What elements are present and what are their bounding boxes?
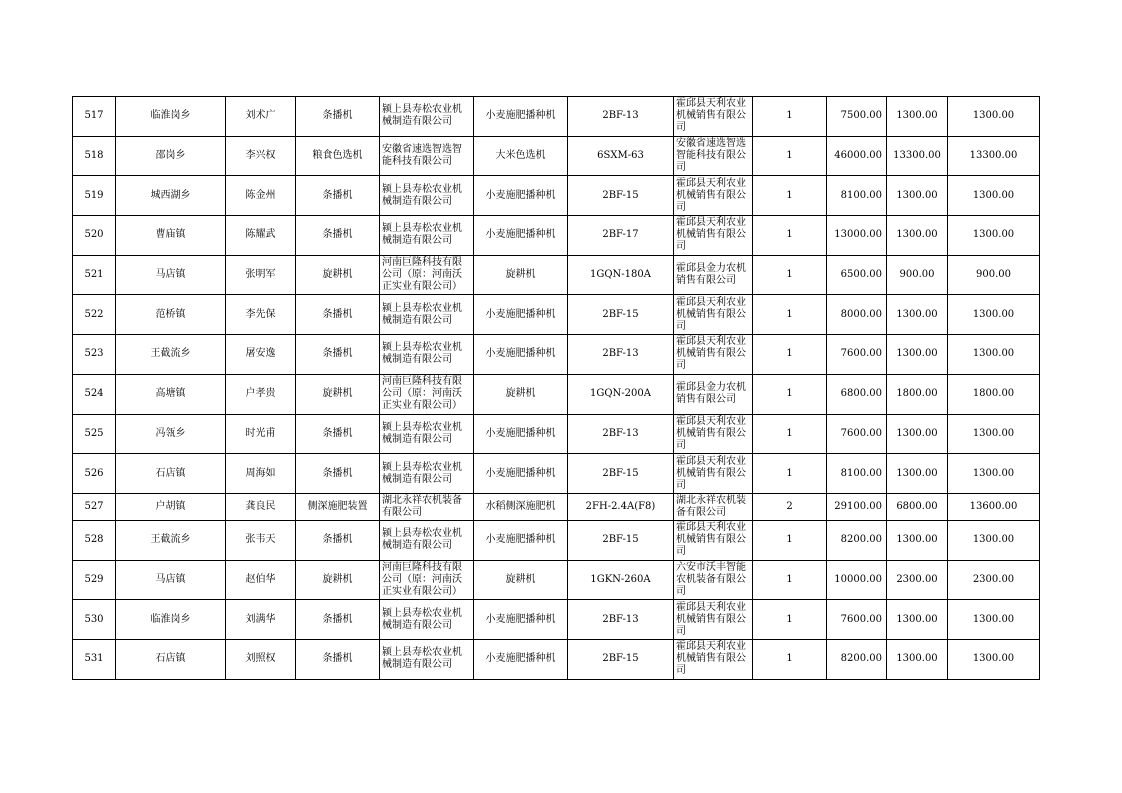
cell-manufacturer: 颍上县寿松农业机械制造有限公司 <box>380 216 474 256</box>
cell-model: 2FH-2.4A(F8) <box>568 493 674 520</box>
table-row <box>73 560 1040 600</box>
cell-unit-subsidy: 6800.00 <box>887 493 948 520</box>
cell-quantity: 1 <box>753 560 827 600</box>
table-row <box>73 176 1040 216</box>
cell-dealer: 霍邱县天利农业机械销售有限公司 <box>674 216 753 256</box>
cell-number: 526 <box>73 454 116 494</box>
cell-township: 王截流乡 <box>116 335 226 375</box>
subsidy-table <box>72 96 1040 680</box>
cell-total-subsidy: 1300.00 <box>948 520 1040 560</box>
cell-total-subsidy: 1300.00 <box>948 414 1040 454</box>
table-row <box>73 97 1040 137</box>
cell-buyer-name: 时光甫 <box>226 414 296 454</box>
cell-total-subsidy: 1300.00 <box>948 176 1040 216</box>
cell-model: 2BF-13 <box>568 97 674 137</box>
cell-category: 旋耕机 <box>296 255 380 295</box>
cell-number: 521 <box>73 255 116 295</box>
cell-category: 旋耕机 <box>296 560 380 600</box>
table-row <box>73 414 1040 454</box>
cell-unit-subsidy: 1300.00 <box>887 414 948 454</box>
cell-total-subsidy: 1300.00 <box>948 454 1040 494</box>
cell-product-name: 小麦施肥播种机 <box>474 176 568 216</box>
cell-quantity: 1 <box>753 295 827 335</box>
cell-manufacturer: 颍上县寿松农业机械制造有限公司 <box>380 520 474 560</box>
cell-township: 马店镇 <box>116 255 226 295</box>
table-row <box>73 374 1040 414</box>
cell-product-name: 小麦施肥播种机 <box>474 97 568 137</box>
table-row <box>73 335 1040 375</box>
cell-category: 条播机 <box>296 520 380 560</box>
cell-price: 7600.00 <box>827 600 887 640</box>
cell-unit-subsidy: 1300.00 <box>887 97 948 137</box>
cell-price: 46000.00 <box>827 136 887 176</box>
cell-manufacturer: 河南巨隆科技有限公司（原：河南沃正实业有限公司） <box>380 560 474 600</box>
cell-model: 2BF-13 <box>568 414 674 454</box>
cell-product-name: 小麦施肥播种机 <box>474 520 568 560</box>
cell-buyer-name: 周海如 <box>226 454 296 494</box>
cell-product-name: 小麦施肥播种机 <box>474 414 568 454</box>
cell-quantity: 2 <box>753 493 827 520</box>
cell-total-subsidy: 13300.00 <box>948 136 1040 176</box>
cell-unit-subsidy: 1300.00 <box>887 600 948 640</box>
cell-buyer-name: 陈耀武 <box>226 216 296 256</box>
cell-category: 粮食色选机 <box>296 136 380 176</box>
cell-buyer-name: 张明军 <box>226 255 296 295</box>
cell-product-name: 旋耕机 <box>474 560 568 600</box>
cell-total-subsidy: 1800.00 <box>948 374 1040 414</box>
cell-category: 条播机 <box>296 295 380 335</box>
cell-township: 高塘镇 <box>116 374 226 414</box>
cell-township: 马店镇 <box>116 560 226 600</box>
cell-dealer: 霍邱县天利农业机械销售有限公司 <box>674 414 753 454</box>
cell-township: 范桥镇 <box>116 295 226 335</box>
cell-township: 曹庙镇 <box>116 216 226 256</box>
cell-category: 条播机 <box>296 216 380 256</box>
cell-category: 条播机 <box>296 97 380 137</box>
cell-buyer-name: 屠安逸 <box>226 335 296 375</box>
cell-buyer-name: 赵伯华 <box>226 560 296 600</box>
cell-quantity: 1 <box>753 335 827 375</box>
table-row <box>73 216 1040 256</box>
cell-unit-subsidy: 1300.00 <box>887 295 948 335</box>
cell-manufacturer: 河南巨隆科技有限公司（原：河南沃正实业有限公司） <box>380 374 474 414</box>
cell-dealer: 霍邱县金力农机销售有限公司 <box>674 374 753 414</box>
cell-category: 条播机 <box>296 639 380 679</box>
cell-township: 石店镇 <box>116 454 226 494</box>
cell-unit-subsidy: 1800.00 <box>887 374 948 414</box>
cell-quantity: 1 <box>753 176 827 216</box>
cell-dealer: 安徽省速选智选智能科技有限公司 <box>674 136 753 176</box>
cell-township: 邵岗乡 <box>116 136 226 176</box>
cell-buyer-name: 刘满华 <box>226 600 296 640</box>
cell-quantity: 1 <box>753 374 827 414</box>
cell-township: 冯瓴乡 <box>116 414 226 454</box>
cell-quantity: 1 <box>753 520 827 560</box>
cell-manufacturer: 颍上县寿松农业机械制造有限公司 <box>380 454 474 494</box>
cell-category: 条播机 <box>296 414 380 454</box>
cell-model: 6SXM-63 <box>568 136 674 176</box>
cell-township: 王截流乡 <box>116 520 226 560</box>
cell-category: 条播机 <box>296 600 380 640</box>
cell-quantity: 1 <box>753 600 827 640</box>
cell-total-subsidy: 1300.00 <box>948 216 1040 256</box>
cell-dealer: 霍邱县天利农业机械销售有限公司 <box>674 520 753 560</box>
cell-manufacturer: 安徽省速选智选智能科技有限公司 <box>380 136 474 176</box>
cell-quantity: 1 <box>753 414 827 454</box>
cell-number: 525 <box>73 414 116 454</box>
cell-manufacturer: 湖北永祥农机装备有限公司 <box>380 493 474 520</box>
cell-manufacturer: 颍上县寿松农业机械制造有限公司 <box>380 639 474 679</box>
cell-model: 2BF-15 <box>568 639 674 679</box>
cell-total-subsidy: 1300.00 <box>948 639 1040 679</box>
cell-price: 6800.00 <box>827 374 887 414</box>
cell-price: 8200.00 <box>827 520 887 560</box>
cell-unit-subsidy: 1300.00 <box>887 639 948 679</box>
cell-unit-subsidy: 900.00 <box>887 255 948 295</box>
table-row <box>73 454 1040 494</box>
cell-price: 7500.00 <box>827 97 887 137</box>
cell-price: 8100.00 <box>827 454 887 494</box>
cell-buyer-name: 陈金州 <box>226 176 296 216</box>
cell-total-subsidy: 1300.00 <box>948 295 1040 335</box>
cell-price: 10000.00 <box>827 560 887 600</box>
cell-number: 531 <box>73 639 116 679</box>
table-row <box>73 600 1040 640</box>
cell-buyer-name: 刘照权 <box>226 639 296 679</box>
cell-number: 520 <box>73 216 116 256</box>
cell-product-name: 小麦施肥播种机 <box>474 639 568 679</box>
cell-quantity: 1 <box>753 454 827 494</box>
cell-category: 条播机 <box>296 335 380 375</box>
cell-dealer: 霍邱县天利农业机械销售有限公司 <box>674 295 753 335</box>
cell-product-name: 小麦施肥播种机 <box>474 454 568 494</box>
cell-total-subsidy: 900.00 <box>948 255 1040 295</box>
cell-dealer: 霍邱县天利农业机械销售有限公司 <box>674 639 753 679</box>
cell-price: 6500.00 <box>827 255 887 295</box>
table-row <box>73 493 1040 520</box>
cell-total-subsidy: 1300.00 <box>948 97 1040 137</box>
cell-model: 1GQN-180A <box>568 255 674 295</box>
cell-product-name: 小麦施肥播种机 <box>474 335 568 375</box>
cell-buyer-name: 李兴权 <box>226 136 296 176</box>
cell-manufacturer: 河南巨隆科技有限公司（原：河南沃正实业有限公司） <box>380 255 474 295</box>
cell-dealer: 湖北永祥农机装备有限公司 <box>674 493 753 520</box>
cell-quantity: 1 <box>753 216 827 256</box>
table-row <box>73 639 1040 679</box>
cell-manufacturer: 颍上县寿松农业机械制造有限公司 <box>380 335 474 375</box>
cell-manufacturer: 颍上县寿松农业机械制造有限公司 <box>380 600 474 640</box>
cell-dealer: 六安市沃丰智能农机装备有限公司 <box>674 560 753 600</box>
cell-township: 石店镇 <box>116 639 226 679</box>
cell-buyer-name: 刘术广 <box>226 97 296 137</box>
cell-unit-subsidy: 1300.00 <box>887 335 948 375</box>
table-row <box>73 520 1040 560</box>
cell-total-subsidy: 1300.00 <box>948 600 1040 640</box>
cell-model: 2BF-15 <box>568 520 674 560</box>
cell-buyer-name: 张韦天 <box>226 520 296 560</box>
cell-dealer: 霍邱县天利农业机械销售有限公司 <box>674 97 753 137</box>
cell-quantity: 1 <box>753 136 827 176</box>
cell-product-name: 小麦施肥播种机 <box>474 600 568 640</box>
cell-model: 2BF-13 <box>568 335 674 375</box>
cell-number: 528 <box>73 520 116 560</box>
cell-dealer: 霍邱县金力农机销售有限公司 <box>674 255 753 295</box>
table-row <box>73 136 1040 176</box>
cell-dealer: 霍邱县天利农业机械销售有限公司 <box>674 454 753 494</box>
cell-category: 旋耕机 <box>296 374 380 414</box>
cell-category: 条播机 <box>296 454 380 494</box>
cell-manufacturer: 颍上县寿松农业机械制造有限公司 <box>380 414 474 454</box>
cell-unit-subsidy: 1300.00 <box>887 520 948 560</box>
cell-number: 530 <box>73 600 116 640</box>
cell-unit-subsidy: 1300.00 <box>887 454 948 494</box>
cell-category: 条播机 <box>296 176 380 216</box>
table-row <box>73 255 1040 295</box>
cell-model: 1GQN-200A <box>568 374 674 414</box>
cell-model: 2BF-13 <box>568 600 674 640</box>
cell-number: 522 <box>73 295 116 335</box>
cell-price: 7600.00 <box>827 335 887 375</box>
cell-buyer-name: 龚良民 <box>226 493 296 520</box>
cell-model: 2BF-15 <box>568 295 674 335</box>
cell-price: 7600.00 <box>827 414 887 454</box>
table-row <box>73 295 1040 335</box>
cell-dealer: 霍邱县天利农业机械销售有限公司 <box>674 600 753 640</box>
cell-product-name: 大米色选机 <box>474 136 568 176</box>
cell-township: 城西湖乡 <box>116 176 226 216</box>
cell-buyer-name: 李先保 <box>226 295 296 335</box>
cell-price: 8000.00 <box>827 295 887 335</box>
cell-model: 2BF-17 <box>568 216 674 256</box>
cell-product-name: 水稻侧深施肥机 <box>474 493 568 520</box>
cell-quantity: 1 <box>753 97 827 137</box>
cell-number: 527 <box>73 493 116 520</box>
cell-number: 519 <box>73 176 116 216</box>
cell-manufacturer: 颍上县寿松农业机械制造有限公司 <box>380 176 474 216</box>
cell-number: 524 <box>73 374 116 414</box>
cell-total-subsidy: 1300.00 <box>948 335 1040 375</box>
cell-price: 29100.00 <box>827 493 887 520</box>
cell-product-name: 小麦施肥播种机 <box>474 295 568 335</box>
cell-dealer: 霍邱县天利农业机械销售有限公司 <box>674 176 753 216</box>
cell-dealer: 霍邱县天利农业机械销售有限公司 <box>674 335 753 375</box>
cell-model: 1GKN-260A <box>568 560 674 600</box>
cell-total-subsidy: 13600.00 <box>948 493 1040 520</box>
cell-number: 517 <box>73 97 116 137</box>
cell-model: 2BF-15 <box>568 454 674 494</box>
cell-price: 13000.00 <box>827 216 887 256</box>
cell-price: 8100.00 <box>827 176 887 216</box>
table-body <box>73 97 1040 680</box>
cell-manufacturer: 颍上县寿松农业机械制造有限公司 <box>380 295 474 335</box>
cell-buyer-name: 户孝贵 <box>226 374 296 414</box>
cell-unit-subsidy: 1300.00 <box>887 176 948 216</box>
cell-number: 529 <box>73 560 116 600</box>
cell-unit-subsidy: 1300.00 <box>887 216 948 256</box>
cell-model: 2BF-15 <box>568 176 674 216</box>
cell-category: 侧深施肥装置 <box>296 493 380 520</box>
cell-quantity: 1 <box>753 639 827 679</box>
cell-township: 临淮岗乡 <box>116 600 226 640</box>
cell-total-subsidy: 2300.00 <box>948 560 1040 600</box>
cell-quantity: 1 <box>753 255 827 295</box>
cell-manufacturer: 颍上县寿松农业机械制造有限公司 <box>380 97 474 137</box>
cell-number: 523 <box>73 335 116 375</box>
cell-township: 户胡镇 <box>116 493 226 520</box>
cell-unit-subsidy: 13300.00 <box>887 136 948 176</box>
cell-unit-subsidy: 2300.00 <box>887 560 948 600</box>
cell-number: 518 <box>73 136 116 176</box>
cell-product-name: 旋耕机 <box>474 255 568 295</box>
cell-product-name: 小麦施肥播种机 <box>474 216 568 256</box>
cell-township: 临淮岗乡 <box>116 97 226 137</box>
cell-price: 8200.00 <box>827 639 887 679</box>
cell-product-name: 旋耕机 <box>474 374 568 414</box>
